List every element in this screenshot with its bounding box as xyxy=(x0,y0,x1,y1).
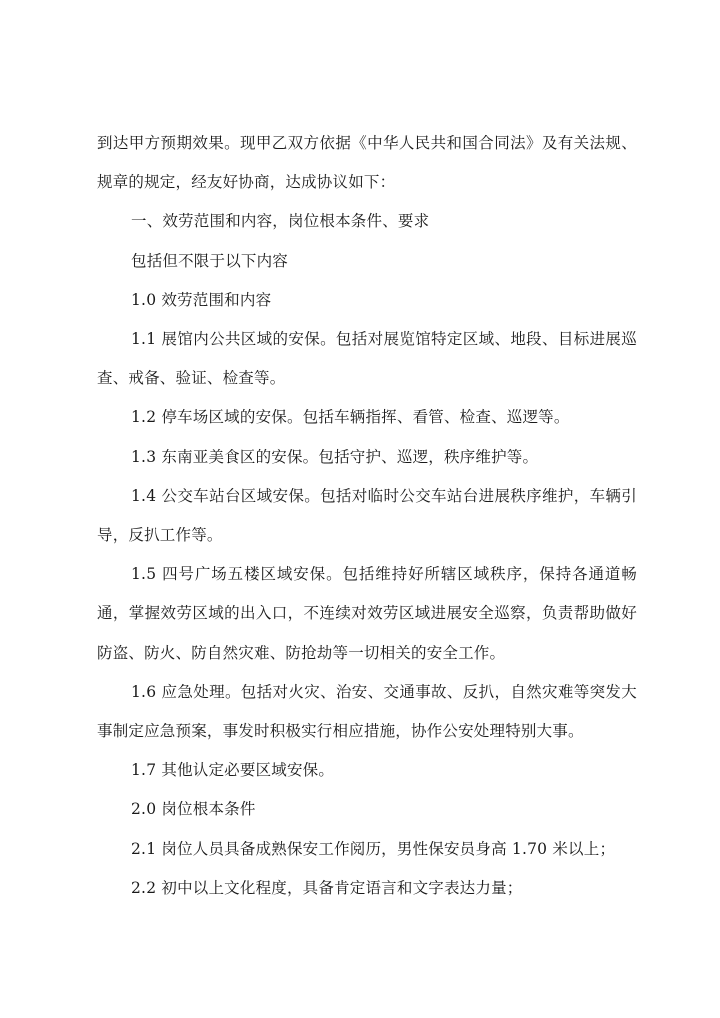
clause-1-0: 1.0 效劳范围和内容 xyxy=(131,290,272,309)
clause-1-7: 1.7 其他认定必要区域安保。 xyxy=(131,761,335,780)
clause-1-3: 1.3 东南亚美食区的安保。包括守护、巡逻，秩序维护等。 xyxy=(131,447,539,466)
clause-2-0: 2.0 岗位根本条件 xyxy=(131,800,256,819)
paragraph-scope-note: 包括但不限于以下内容 xyxy=(131,251,289,270)
clause-1-5: 1.5 四号广场五楼区域安保。包括维持好所辖区域秩序，保持各通道畅通，掌握效劳区域的出入口，不连续对效劳区域进展安全巡察，负责帮助做好防盗、防火、防自然灾难、防抢劫等一切相关的安全工作。 xyxy=(97,565,637,662)
section-heading-1: 一、效劳范围和内容，岗位根本条件、要求 xyxy=(131,212,430,231)
clause-2-2: 2.2 初中以上文化程度，具备肯定语言和文字表达力量； xyxy=(131,878,523,897)
clause-1-6: 1.6 应急处理。包括对火灾、治安、交通事故、反扒，自然灾难等突发大事制定应急预案，事发时积极实行相应措施，协作公安处理特别大事。 xyxy=(97,682,637,741)
clause-1-2: 1.2 停车场区域的安保。包括车辆指挥、看管、检查、巡逻等。 xyxy=(131,408,570,427)
paragraph-intro: 到达甲方预期效果。现甲乙双方依据《中华人民共和国合同法》及有关法规、规章的规定，经友好协商，达成协议如下： xyxy=(97,134,637,192)
clause-1-4: 1.4 公交车站台区域安保。包括对临时公交车站台进展秩序维护，车辆引导，反扒工作等。 xyxy=(97,486,637,545)
document-body xyxy=(97,124,637,908)
clause-2-1: 2.1 岗位人员具备成熟保安工作阅历，男性保安员身高 1.70 米以上； xyxy=(131,839,616,858)
clause-1-1: 1.1 展馆内公共区域的安保。包括对展览馆特定区域、地段、目标进展巡查、戒备、验证、检查等。 xyxy=(97,330,637,388)
